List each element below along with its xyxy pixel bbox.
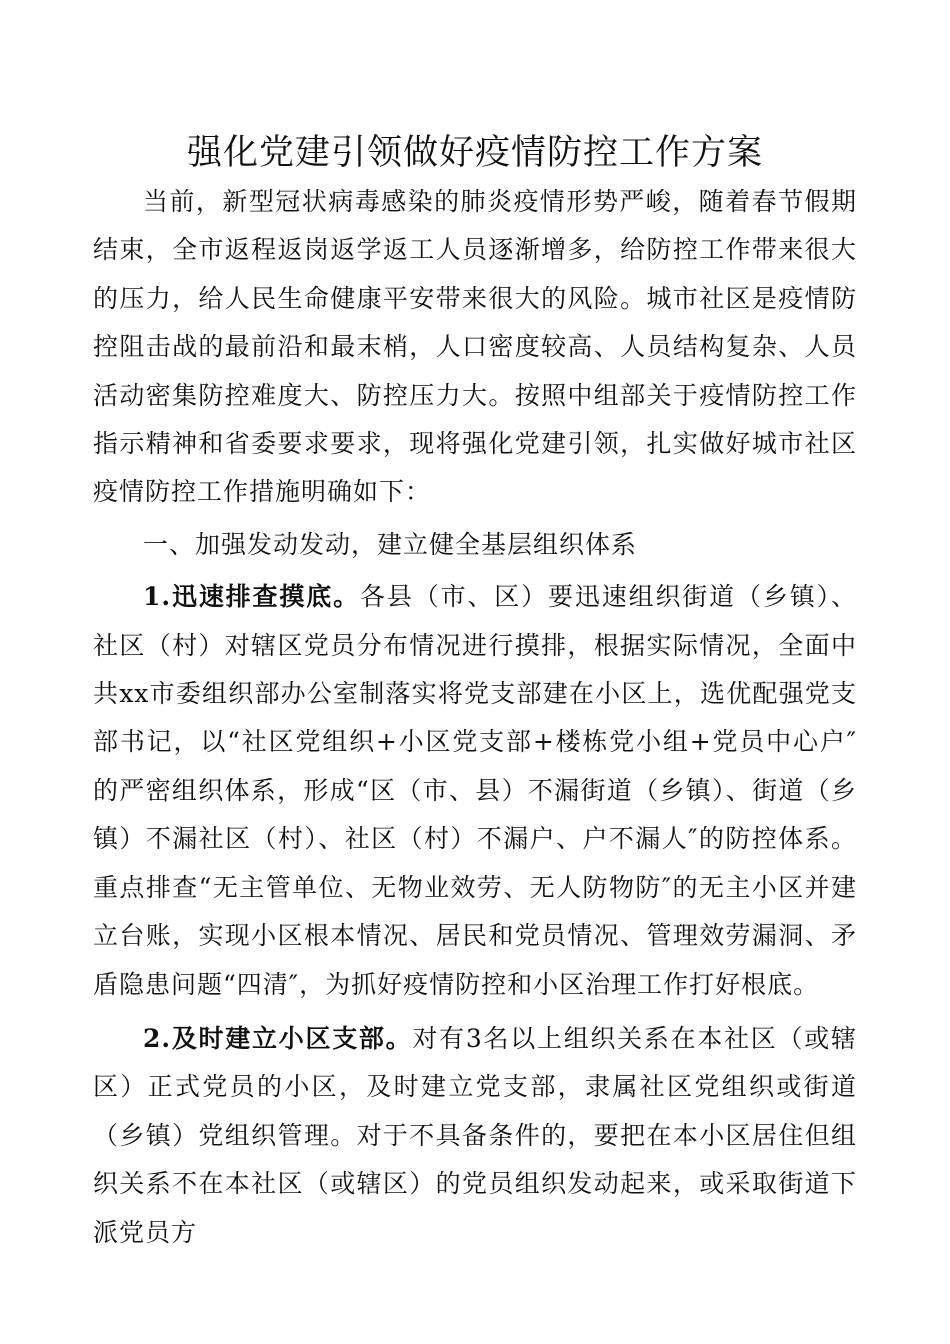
item-2-body: 对有3名以上组织关系在本社区（或辖区）正式党员的小区，及时建立党支部，隶属社区党组织或街道（乡镇）党组织管理。对于不具备条件的，要把在本小区居住但组织关系不在本社区（或辖区）的党员组织发动起来，或采取街道下派党员方 — [93, 1023, 857, 1247]
document-body — [93, 178, 857, 1263]
document-title: 强化党建引领做好疫情防控工作方案 — [186, 133, 763, 173]
item-1-lead: 1.迅速排查摸底。 — [143, 582, 360, 612]
item-1-body: 各县（市、区）要迅速组织街道（乡镇）、社区（村）对辖区党员分布情况进行摸排，根据实际情况，全面中共xx市委组织部办公室制落实将党支部建在小区上，选优配强党支部书记，以“社区党组织+小区党支部+楼栋党小组+党员中心户″的严密组织体系，形成“区（市、县）不漏街道（乡镇）、街道（乡镇）不漏社区（村）、社区（村）不漏户、户不漏人″的防控体系。重点排查“无主管单位、无物业效劳、无人防物防″的无主小区并建立台账，实现小区根本情况、居民和党员情况、管理效劳漏洞、矛盾隐患问题“四清″，为抓好疫情防控和小区治理工作打好根底。 — [93, 582, 857, 999]
item-1-paragraph — [93, 573, 857, 1009]
item-2-paragraph — [93, 1015, 857, 1257]
item-2-lead: 2.及时建立小区支部。 — [143, 1023, 413, 1053]
section-heading-1: 一、加强发动发动，建立健全基层组织体系 — [143, 529, 638, 559]
intro-paragraph: 当前，新型冠状病毒感染的肺炎疫情形势严峻，随着春节假期结束，全市返程返岗返学返工人员逐渐增多，给防控工作带来很大的压力，给人民生命健康平安带来很大的风险。城市社区是疫情防控阻击战的最前沿和最末梢，人口密度较高、人员结构复杂、人员活动密集防控难度大、防控压力大。按照中组部关于疫情防控工作指示精神和省委要求要求，现将强化党建引领，扎实做好城市社区疫情防控工作措施明确如下： — [93, 187, 857, 507]
